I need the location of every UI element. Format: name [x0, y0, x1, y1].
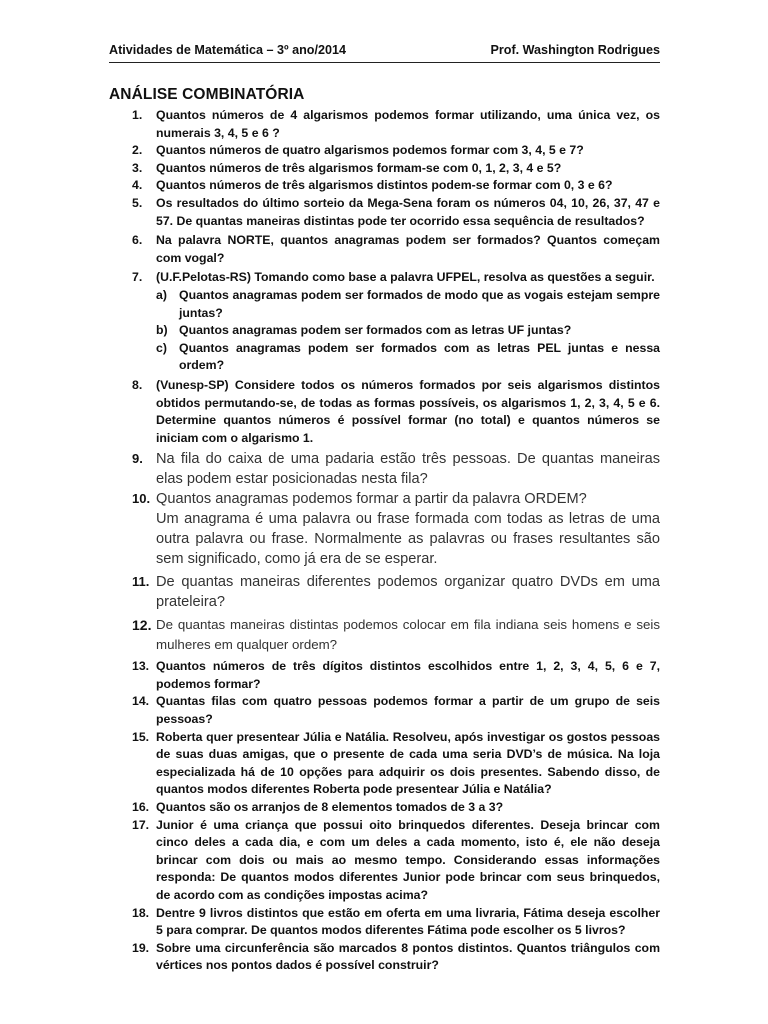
question-text: Quantos são os arranjos de 8 elementos tomados de 3 a 3? — [156, 800, 504, 815]
question-text: Roberta quer presentear Júlia e Natália. Resolveu, após investigar os gostos pessoas de suas duas amigas, que o presente de cada uma seria DVD’s de música. Na loja especializada há de 10 opções para adquirir os dois presentes. Sabendo disso, de quantos modos diferentes Roberta pode presentear Júlia e Natália? — [156, 729, 660, 797]
anagram-definition: Um anagrama é uma palavra ou frase formada com todas as letras de uma outra palavra ou frase. Normalmente as palavras ou frases resultantes são sem significado, como já era de se esperar. — [156, 511, 660, 568]
question-text: Quantos números de três algarismos formam-se com 0, 1, 2, 3, 4 e 5? — [156, 160, 562, 175]
question-number: 5. — [132, 195, 143, 210]
question-4 — [109, 177, 660, 195]
question-6 — [109, 232, 660, 267]
sub-question-c — [156, 340, 660, 375]
question-9 — [109, 449, 660, 489]
header-teacher: Prof. Washington Rodrigues — [490, 43, 660, 57]
question-text: Quantas filas com quatro pessoas podemos formar a partir de um grupo de seis pessoas? — [156, 694, 660, 727]
page-header — [109, 40, 660, 63]
page-title: ANÁLISE COMBINATÓRIA — [109, 86, 305, 103]
question-18 — [109, 905, 660, 940]
question-17 — [109, 817, 660, 905]
sub-question-b — [156, 322, 660, 340]
question-number: 7. — [132, 270, 143, 285]
question-7 — [109, 269, 660, 375]
question-1 — [109, 107, 660, 142]
question-15 — [109, 729, 660, 799]
question-number: 10. — [132, 491, 151, 507]
question-text: Quantos anagramas podemos formar a partir da palavra ORDEM? — [156, 491, 587, 508]
question-number: 13. — [132, 659, 150, 674]
sub-question-letter: c) — [156, 340, 167, 355]
question-text: Quantos números de três algarismos distintos podem-se formar com 0, 3 e 6? — [156, 178, 613, 193]
question-5 — [109, 195, 660, 230]
question-10 — [109, 489, 660, 569]
question-text: De quantas maneiras diferentes podemos organizar quatro DVDs em uma prateleira? — [156, 574, 660, 611]
question-3 — [109, 160, 660, 178]
question-number: 3. — [132, 160, 143, 175]
question-number: 17. — [132, 817, 150, 832]
sub-question-letter: b) — [156, 323, 168, 338]
question-text: Quantos números de três dígitos distintos escolhidos entre 1, 2, 3, 4, 5, 6 e 7, podemos formar? — [156, 659, 660, 691]
question-text: Os resultados do último sorteio da Mega-Sena foram os números 04, 10, 26, 37, 47 e 57. De quantas maneiras distintas pode ter ocorrido essa sequência de resultados? — [156, 195, 660, 228]
question-14 — [109, 693, 660, 728]
question-text: De quantas maneiras distintas podemos colocar em fila indiana seis homens e seis mulheres em qualquer ordem? — [156, 617, 660, 653]
question-text: (Vunesp-SP) Considere todos os números formados por seis algarismos distintos obtidos permutando-se, de todas as formas possíveis, os algarismos 1, 2, 3, 4, 5 e 6. Determine quantos números é possível formar (no total) e quantos números se iniciam com o algarismo 1. — [156, 377, 660, 445]
question-text: Junior é uma criança que possui oito brinquedos diferentes. Deseja brincar com cinco deles a cada dia, e com um deles a cada momento, isto é, ele não deseja brincar com dois ou mais ao mesmo tempo. Considerando essas informações responda: De quantos modos diferentes Junior pode brincar com seus brinquedos, de acordo com as condições impostas acima? — [156, 817, 660, 902]
sub-question-text: Quantos anagramas podem ser formados de modo que as vogais estejam sempre juntas? — [179, 287, 660, 320]
question-13 — [109, 658, 660, 693]
question-text: Na fila do caixa de uma padaria estão três pessoas. De quantas maneiras elas podem estar posicionadas nesta fila? — [156, 451, 660, 488]
question-number: 12. — [132, 617, 152, 634]
question-8 — [109, 377, 660, 447]
question-number: 11. — [132, 574, 150, 590]
question-16 — [109, 799, 660, 817]
question-text: (U.F.Pelotas-RS) Tomando como base a palavra UFPEL, resolva as questões a seguir. — [156, 270, 655, 285]
question-number: 19. — [132, 940, 150, 955]
question-number: 2. — [132, 143, 143, 158]
question-number: 4. — [132, 178, 143, 193]
question-number: 16. — [132, 800, 150, 815]
question-number: 1. — [132, 108, 143, 122]
question-11 — [109, 572, 660, 612]
header-course: Atividades de Matemática – 3º ano/2014 — [109, 43, 346, 57]
sub-question-text: Quantos anagramas podem ser formados com as letras UF juntas? — [179, 323, 572, 338]
question-text: Dentre 9 livros distintos que estão em oferta em uma livraria, Fátima deseja escolher 5 para comprar. De quantos modos diferentes Fátima pode escolher os 5 livros? — [156, 905, 660, 938]
question-text: Quantos números de 4 algarismos podemos formar utilizando, uma única vez, os numerais 3, 4, 5 e 6 ? — [156, 108, 660, 140]
sub-question-a — [156, 287, 660, 322]
question-number: 14. — [132, 694, 150, 709]
question-19 — [109, 940, 660, 975]
question-2 — [109, 142, 660, 160]
question-text: Quantos números de quatro algarismos podemos formar com 3, 4, 5 e 7? — [156, 143, 584, 158]
question-number: 9. — [132, 451, 143, 467]
question-text: Na palavra NORTE, quantos anagramas podem ser formados? Quantos começam com vogal? — [156, 233, 660, 265]
question-number: 15. — [132, 729, 150, 744]
question-number: 6. — [132, 233, 143, 248]
question-number: 18. — [132, 905, 150, 920]
question-12 — [109, 615, 660, 655]
sub-question-text: Quantos anagramas podem ser formados com as letras PEL juntas e nessa ordem? — [179, 340, 660, 373]
sub-question-letter: a) — [156, 287, 167, 302]
question-list — [109, 107, 660, 975]
question-text: Sobre uma circunferência são marcados 8 pontos distintos. Quantos triângulos com vértices nos pontos dados é possível construir? — [156, 940, 660, 973]
question-number: 8. — [132, 377, 143, 392]
